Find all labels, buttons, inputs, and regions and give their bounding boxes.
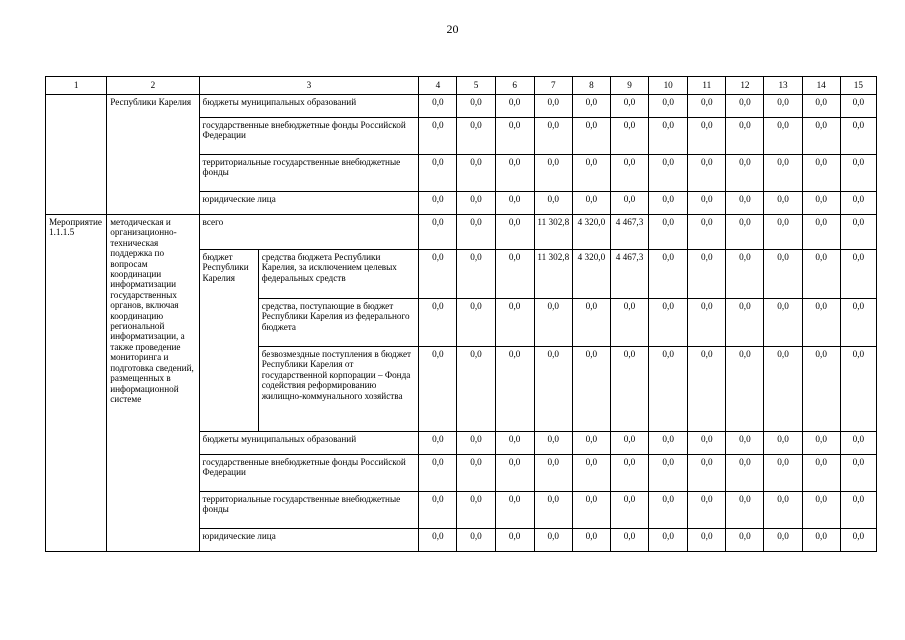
value-cell: 0,0 <box>764 155 802 192</box>
value-cell: 0,0 <box>572 347 610 432</box>
value-cell: 0,0 <box>802 118 840 155</box>
value-cell: 0,0 <box>649 492 688 529</box>
value-cell: 0,0 <box>419 192 457 215</box>
value-cell: 0,0 <box>419 299 457 347</box>
measure-code-cell: Мероприятие 1.1.1.5 <box>46 215 107 552</box>
value-cell: 0,0 <box>764 250 802 299</box>
value-cell: 0,0 <box>534 155 572 192</box>
header-cell: 15 <box>840 77 876 95</box>
value-cell: 0,0 <box>840 250 876 299</box>
source-label: государственные внебюджетные фонды Российской Федерации <box>199 455 419 492</box>
value-cell: 0,0 <box>419 95 457 118</box>
table-row <box>46 95 877 118</box>
value-cell: 0,0 <box>726 215 764 250</box>
header-cell: 6 <box>495 77 534 95</box>
value-cell: 0,0 <box>419 118 457 155</box>
budget-table <box>45 76 877 552</box>
source-label: бюджеты муниципальных образований <box>199 95 419 118</box>
value-cell: 0,0 <box>572 192 610 215</box>
value-cell: 0,0 <box>534 347 572 432</box>
value-cell: 0,0 <box>610 299 648 347</box>
value-cell: 0,0 <box>572 95 610 118</box>
measure-description-cell: методическая и организационно-техническая поддержка по вопросам координации информатизации государственных органов, включая координацию региональной информатизации, а также проведение мониторинга и подготовка сведений, размещенных в информационной системе <box>107 215 199 552</box>
value-cell: 0,0 <box>649 95 688 118</box>
value-cell: 0,0 <box>764 192 802 215</box>
value-cell: 0,0 <box>802 455 840 492</box>
header-cell: 7 <box>534 77 572 95</box>
value-cell: 0,0 <box>649 455 688 492</box>
value-cell: 0,0 <box>610 492 648 529</box>
value-cell: 0,0 <box>726 455 764 492</box>
value-cell: 0,0 <box>764 529 802 552</box>
value-cell: 0,0 <box>649 299 688 347</box>
value-cell: 0,0 <box>802 95 840 118</box>
value-cell: 0,0 <box>572 455 610 492</box>
header-cell: 8 <box>572 77 610 95</box>
value-cell: 0,0 <box>688 492 726 529</box>
value-cell: 0,0 <box>840 492 876 529</box>
value-cell: 0,0 <box>457 492 495 529</box>
value-cell: 0,0 <box>649 192 688 215</box>
source-label: юридические лица <box>199 192 419 215</box>
value-cell: 0,0 <box>726 347 764 432</box>
header-cell: 13 <box>764 77 802 95</box>
value-cell: 4 467,3 <box>610 215 648 250</box>
header-cell: 14 <box>802 77 840 95</box>
value-cell: 0,0 <box>649 250 688 299</box>
value-cell: 0,0 <box>802 529 840 552</box>
value-cell: 0,0 <box>495 118 534 155</box>
value-cell: 0,0 <box>495 95 534 118</box>
value-cell: 0,0 <box>457 215 495 250</box>
value-cell: 0,0 <box>726 192 764 215</box>
page-number: 20 <box>446 22 459 36</box>
header-cell: 4 <box>419 77 457 95</box>
value-cell: 0,0 <box>610 432 648 455</box>
value-cell: 0,0 <box>534 192 572 215</box>
value-cell: 0,0 <box>495 250 534 299</box>
value-cell: 0,0 <box>726 529 764 552</box>
budget-group-label: бюджет Республики Карелия <box>199 250 258 432</box>
value-cell: 0,0 <box>495 347 534 432</box>
value-cell: 0,0 <box>688 155 726 192</box>
value-cell: 0,0 <box>457 250 495 299</box>
source-label: юридические лица <box>199 529 419 552</box>
value-cell: 0,0 <box>688 347 726 432</box>
value-cell: 0,0 <box>572 299 610 347</box>
value-cell: 0,0 <box>726 118 764 155</box>
value-cell: 0,0 <box>802 492 840 529</box>
value-cell: 0,0 <box>495 492 534 529</box>
source-label: средства, поступающие в бюджет Республики Карелия из федерального бюджета <box>258 299 419 347</box>
value-cell: 0,0 <box>649 155 688 192</box>
source-label: территориальные государственные внебюджетные фонды <box>199 155 419 192</box>
col1-cell <box>46 95 107 215</box>
value-cell: 0,0 <box>534 455 572 492</box>
value-cell: 0,0 <box>649 529 688 552</box>
source-label: бюджеты муниципальных образований <box>199 432 419 455</box>
value-cell: 0,0 <box>726 299 764 347</box>
header-cell: 12 <box>726 77 764 95</box>
value-cell: 0,0 <box>764 455 802 492</box>
value-cell: 0,0 <box>610 192 648 215</box>
value-cell: 0,0 <box>419 455 457 492</box>
value-cell: 0,0 <box>840 192 876 215</box>
value-cell: 0,0 <box>802 250 840 299</box>
program-name-cell: Республики Карелия <box>107 95 199 215</box>
header-cell: 10 <box>649 77 688 95</box>
value-cell: 0,0 <box>840 118 876 155</box>
value-cell: 0,0 <box>534 299 572 347</box>
value-cell: 0,0 <box>688 95 726 118</box>
header-cell: 9 <box>610 77 648 95</box>
value-cell: 0,0 <box>764 95 802 118</box>
value-cell: 0,0 <box>726 155 764 192</box>
value-cell: 0,0 <box>688 215 726 250</box>
value-cell: 0,0 <box>534 529 572 552</box>
value-cell: 0,0 <box>726 492 764 529</box>
value-cell: 0,0 <box>726 432 764 455</box>
value-cell: 0,0 <box>495 155 534 192</box>
value-cell: 0,0 <box>840 299 876 347</box>
value-cell: 0,0 <box>840 529 876 552</box>
value-cell: 0,0 <box>802 155 840 192</box>
value-cell: 0,0 <box>419 250 457 299</box>
value-cell: 0,0 <box>495 192 534 215</box>
value-cell: 0,0 <box>688 250 726 299</box>
value-cell: 0,0 <box>649 215 688 250</box>
source-label: безвозмездные поступления в бюджет Республики Карелия от государственной корпорации – Фонда содействия реформированию жилищно-коммунального хозяйства <box>258 347 419 432</box>
source-label: территориальные государственные внебюджетные фонды <box>199 492 419 529</box>
value-cell: 4 320,0 <box>572 250 610 299</box>
value-cell: 0,0 <box>610 347 648 432</box>
value-cell: 0,0 <box>457 192 495 215</box>
header-cell: 2 <box>107 77 199 95</box>
value-cell: 0,0 <box>840 155 876 192</box>
value-cell: 0,0 <box>419 347 457 432</box>
table-row <box>46 215 877 250</box>
value-cell: 4 467,3 <box>610 250 648 299</box>
value-cell: 0,0 <box>688 299 726 347</box>
value-cell: 0,0 <box>688 432 726 455</box>
value-cell: 0,0 <box>649 432 688 455</box>
source-label: средства бюджета Республики Карелия, за исключением целевых федеральных средств <box>258 250 419 299</box>
value-cell: 0,0 <box>534 118 572 155</box>
value-cell: 11 302,8 <box>534 215 572 250</box>
value-cell: 0,0 <box>802 299 840 347</box>
source-label: государственные внебюджетные фонды Российской Федерации <box>199 118 419 155</box>
source-label: всего <box>199 215 419 250</box>
header-cell: 5 <box>457 77 495 95</box>
value-cell: 0,0 <box>419 215 457 250</box>
value-cell: 0,0 <box>495 299 534 347</box>
value-cell: 0,0 <box>534 492 572 529</box>
value-cell: 0,0 <box>649 118 688 155</box>
value-cell: 0,0 <box>495 215 534 250</box>
value-cell: 0,0 <box>419 155 457 192</box>
value-cell: 4 320,0 <box>572 215 610 250</box>
value-cell: 0,0 <box>688 192 726 215</box>
value-cell: 0,0 <box>610 155 648 192</box>
header-cell: 3 <box>199 77 419 95</box>
value-cell: 0,0 <box>649 347 688 432</box>
value-cell: 0,0 <box>419 432 457 455</box>
value-cell: 0,0 <box>802 192 840 215</box>
value-cell: 0,0 <box>764 299 802 347</box>
value-cell: 0,0 <box>840 215 876 250</box>
value-cell: 0,0 <box>764 118 802 155</box>
value-cell: 0,0 <box>610 118 648 155</box>
value-cell: 0,0 <box>572 432 610 455</box>
value-cell: 0,0 <box>688 455 726 492</box>
value-cell: 0,0 <box>457 455 495 492</box>
value-cell: 11 302,8 <box>534 250 572 299</box>
value-cell: 0,0 <box>764 432 802 455</box>
value-cell: 0,0 <box>457 347 495 432</box>
value-cell: 0,0 <box>572 155 610 192</box>
value-cell: 0,0 <box>802 215 840 250</box>
value-cell: 0,0 <box>764 492 802 529</box>
value-cell: 0,0 <box>764 347 802 432</box>
value-cell: 0,0 <box>688 118 726 155</box>
value-cell: 0,0 <box>802 432 840 455</box>
value-cell: 0,0 <box>457 95 495 118</box>
value-cell: 0,0 <box>840 347 876 432</box>
value-cell: 0,0 <box>572 118 610 155</box>
value-cell: 0,0 <box>457 432 495 455</box>
value-cell: 0,0 <box>688 529 726 552</box>
value-cell: 0,0 <box>457 529 495 552</box>
value-cell: 0,0 <box>726 95 764 118</box>
value-cell: 0,0 <box>726 250 764 299</box>
value-cell: 0,0 <box>457 299 495 347</box>
value-cell: 0,0 <box>840 432 876 455</box>
header-cell: 11 <box>688 77 726 95</box>
value-cell: 0,0 <box>840 455 876 492</box>
value-cell: 0,0 <box>534 432 572 455</box>
value-cell: 0,0 <box>495 432 534 455</box>
value-cell: 0,0 <box>610 95 648 118</box>
header-row <box>46 77 877 95</box>
value-cell: 0,0 <box>610 455 648 492</box>
value-cell: 0,0 <box>457 118 495 155</box>
value-cell: 0,0 <box>764 215 802 250</box>
value-cell: 0,0 <box>534 95 572 118</box>
header-cell: 1 <box>46 77 107 95</box>
value-cell: 0,0 <box>419 492 457 529</box>
value-cell: 0,0 <box>419 529 457 552</box>
value-cell: 0,0 <box>495 455 534 492</box>
value-cell: 0,0 <box>495 529 534 552</box>
value-cell: 0,0 <box>802 347 840 432</box>
value-cell: 0,0 <box>457 155 495 192</box>
value-cell: 0,0 <box>572 529 610 552</box>
value-cell: 0,0 <box>840 95 876 118</box>
value-cell: 0,0 <box>572 492 610 529</box>
value-cell: 0,0 <box>610 529 648 552</box>
